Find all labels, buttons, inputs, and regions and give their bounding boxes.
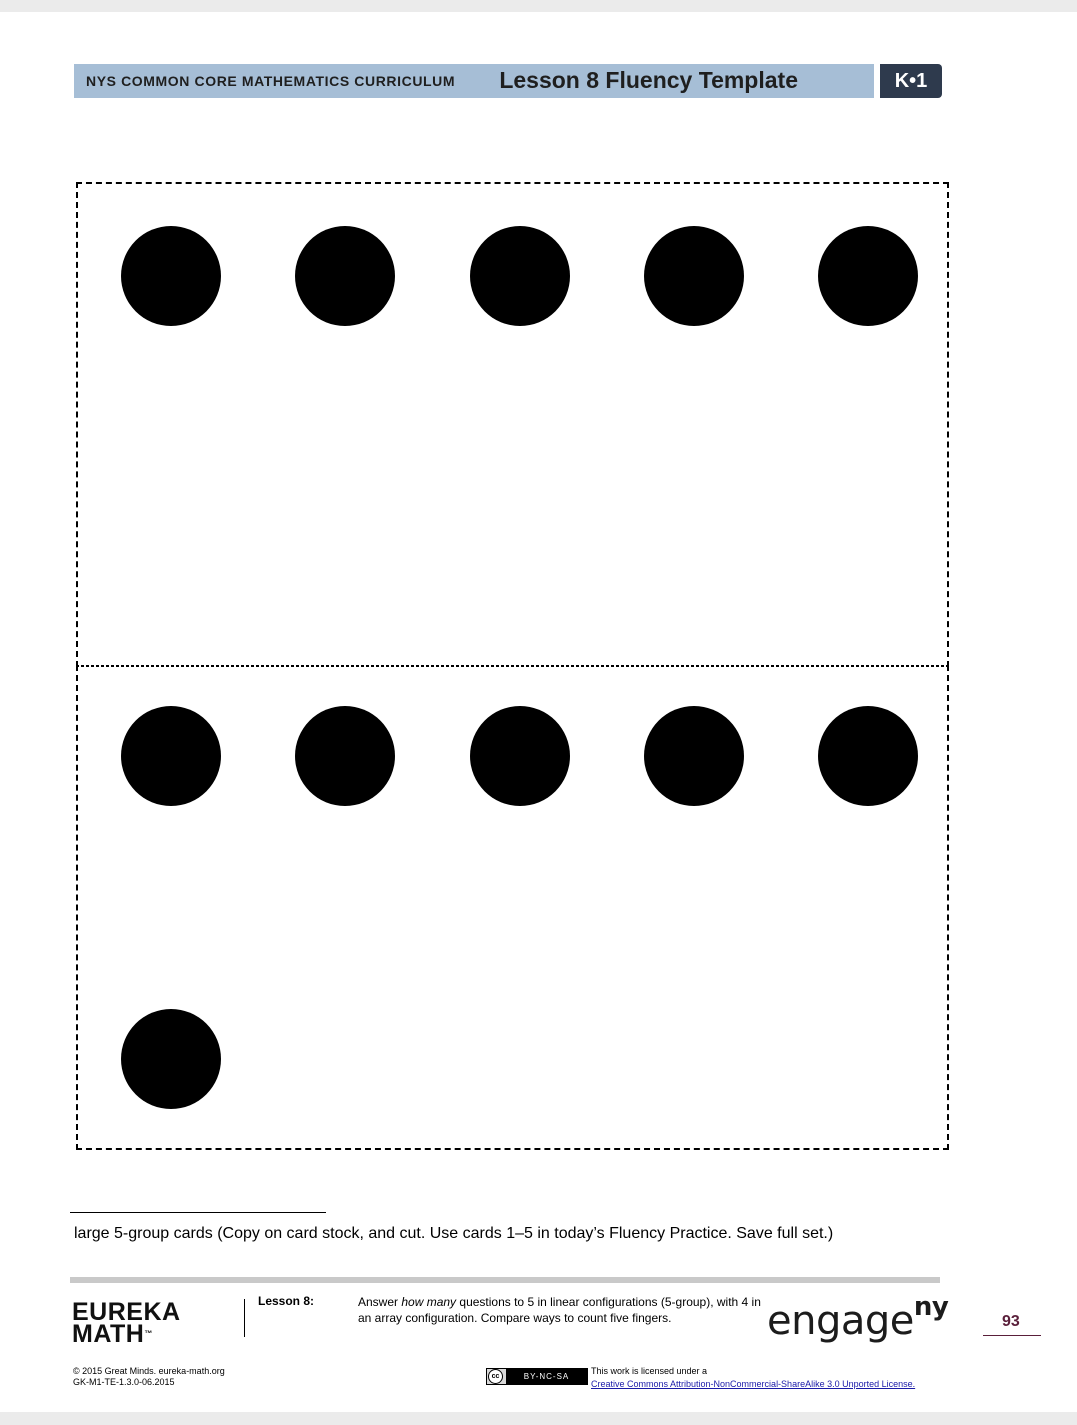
page-number-underline bbox=[983, 1335, 1041, 1336]
logo-line-1: EUREKA bbox=[72, 1298, 181, 1326]
footer-divider bbox=[244, 1299, 245, 1337]
eureka-math-logo bbox=[72, 1298, 181, 1348]
dot bbox=[295, 226, 395, 326]
lesson-title: Lesson 8 Fluency Template bbox=[499, 67, 798, 93]
footer-rule bbox=[70, 1277, 940, 1283]
five-group-card-2 bbox=[76, 665, 949, 1150]
page-top-rule bbox=[0, 0, 1077, 12]
footer-lesson-description: Answer how many questions to 5 in linear configurations (5-group), with 4 in an array configuration. Compare ways to count five fingers. bbox=[358, 1295, 761, 1325]
grade-module-badge: K•1 bbox=[880, 64, 942, 98]
dot bbox=[470, 226, 570, 326]
dot bbox=[644, 226, 744, 326]
dot bbox=[470, 706, 570, 806]
footnote-rule bbox=[70, 1212, 326, 1213]
logo-line-2: MATH™ bbox=[72, 1320, 153, 1348]
copyright bbox=[73, 1366, 225, 1388]
license-link[interactable]: Creative Commons Attribution-NonCommercial-ShareAlike 3.0 Unported License. bbox=[591, 1379, 916, 1389]
dot bbox=[818, 706, 918, 806]
license-notice bbox=[591, 1365, 915, 1391]
dot bbox=[121, 706, 221, 806]
license-text: This work is licensed under a bbox=[591, 1366, 708, 1376]
copyright-line-2: GK-M1-TE-1.3.0-06.2015 bbox=[73, 1377, 175, 1387]
template-caption: large 5-group cards (Copy on card stock, and cut. Use cards 1–5 in today’s Fluency Practice. Save full set.) bbox=[74, 1225, 834, 1242]
cc-license-type: BY-NC-SA bbox=[506, 1369, 587, 1384]
engageny-logo: engage$^{ny}$ bbox=[767, 1292, 949, 1344]
dot bbox=[121, 226, 221, 326]
cc-license-badge[interactable] bbox=[486, 1368, 588, 1385]
page-bottom-rule bbox=[0, 1412, 1077, 1425]
cc-icon: cc bbox=[488, 1369, 503, 1384]
page-number: 93 bbox=[1002, 1313, 1020, 1330]
copyright-line-1: © 2015 Great Minds. eureka-math.org bbox=[73, 1366, 225, 1376]
dot bbox=[644, 706, 744, 806]
five-group-card-1 bbox=[76, 182, 949, 667]
desc-emphasis: how many bbox=[401, 1295, 457, 1309]
dot bbox=[295, 706, 395, 806]
dot bbox=[121, 1009, 221, 1109]
footer-lesson-label: Lesson 8: bbox=[258, 1294, 315, 1308]
header-bar bbox=[74, 64, 874, 98]
curriculum-title: NYS COMMON CORE MATHEMATICS CURRICULUM bbox=[86, 73, 456, 89]
dot bbox=[818, 226, 918, 326]
page-header bbox=[74, 64, 942, 98]
